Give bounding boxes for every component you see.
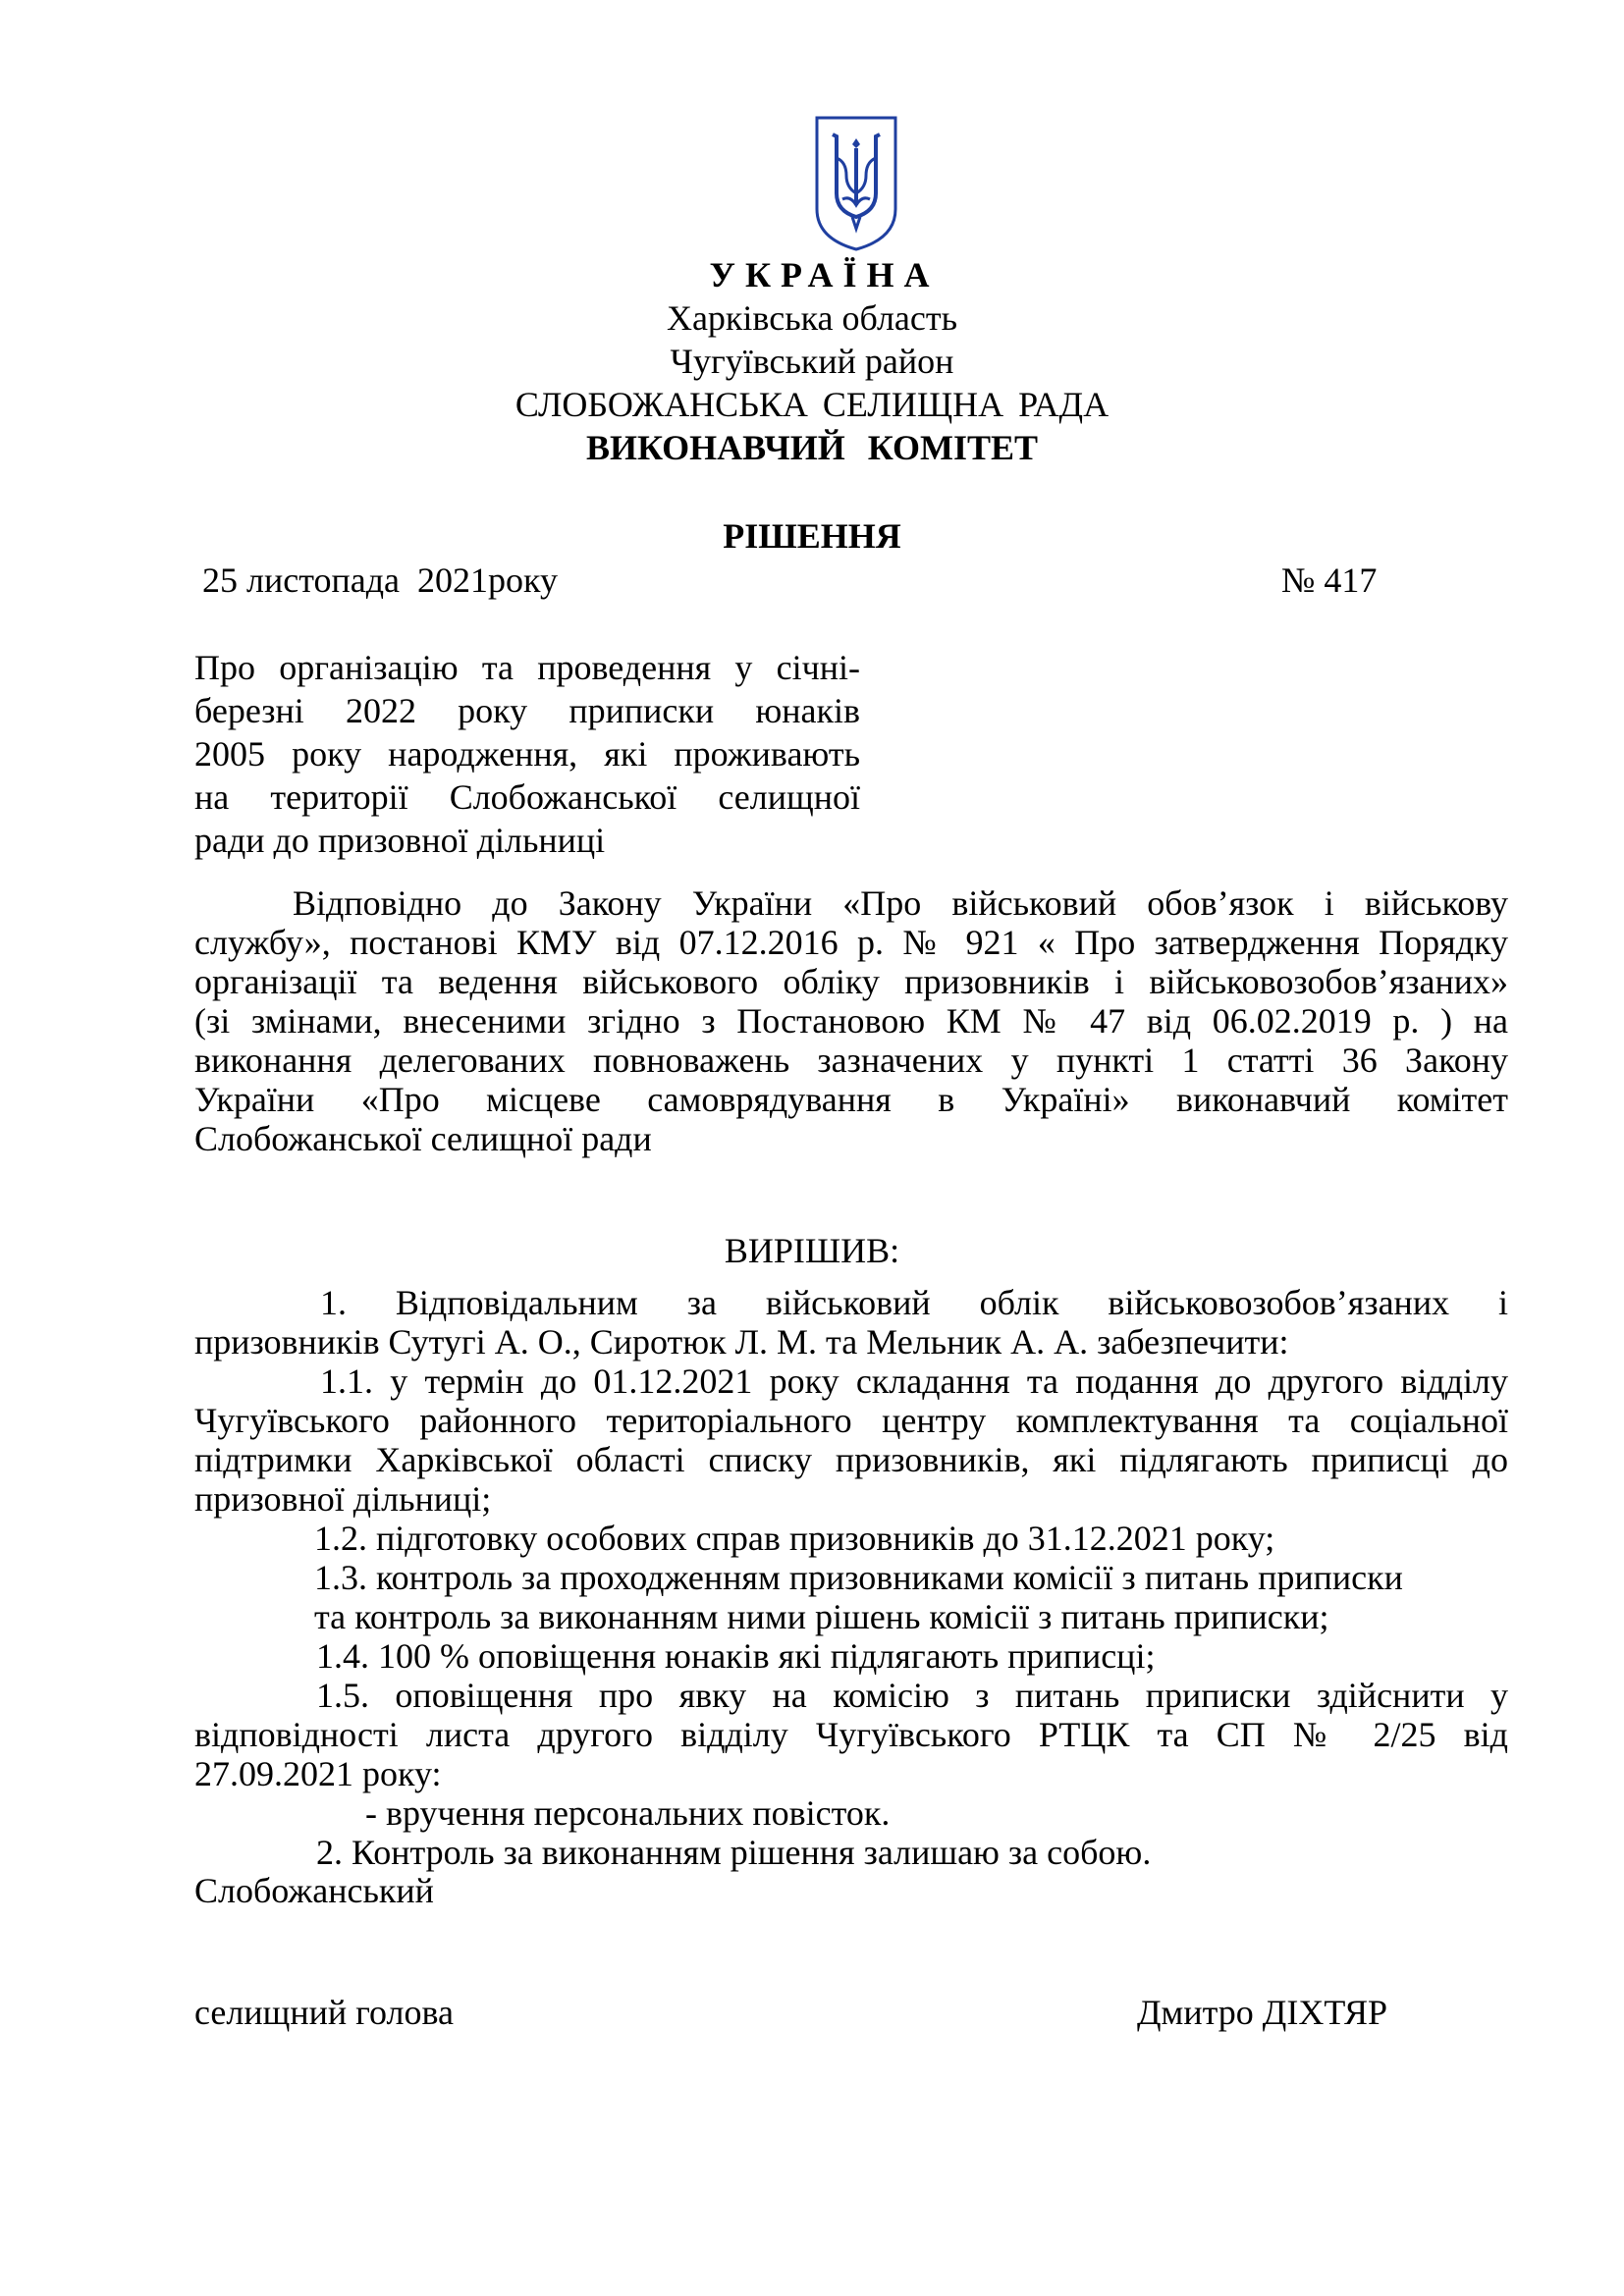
- decision-subject: [194, 646, 860, 862]
- subject-line: 2005 року народження, які проживають: [194, 734, 860, 774]
- trident-emblem-icon: [813, 115, 899, 252]
- council-line: СЛОБОЖАНСЬКА СЕЛИЩНА РАДА: [514, 385, 1110, 424]
- decision-line: 2. Контроль за виконанням рішення залишаю за собою.: [316, 1833, 1152, 1872]
- country-heading: УКРАЇНА: [709, 255, 940, 294]
- preamble-line: (зі змінами, внесеними згідно з Постановою КМ № 47 від 06.02.2019 р. ) на: [194, 1001, 1508, 1041]
- preamble-paragraph: [194, 883, 1508, 1158]
- preamble-line: службу», постанові КМУ від 07.12.2016 р. № 921 « Про затвердження Порядку: [194, 923, 1508, 962]
- decision-line: підтримки Харківської області списку призовників, які підлягають приписці до: [194, 1440, 1508, 1479]
- document-number: № 417: [1281, 561, 1378, 600]
- decision-line: - вручення персональних повісток.: [365, 1793, 891, 1833]
- decision-line: 1.1. у термін до 01.12.2021 року складання та подання до другого відділу: [320, 1362, 1508, 1401]
- oblast-line: Харківська область: [666, 298, 958, 338]
- decision-line: відповідності листа другого відділу Чугуївського РТЦК та СП № 2/25 від: [194, 1715, 1508, 1754]
- preamble-line: виконання делегованих повноважень зазначених у пункті 1 статті 36 Закону: [194, 1041, 1508, 1080]
- subject-line: Про організацію та проведення у січні-: [194, 648, 860, 687]
- decision-line: та контроль за виконанням ними рішень комісії з питань приписки;: [314, 1597, 1329, 1636]
- subject-line: березні 2022 року приписки юнаків: [194, 691, 860, 730]
- document-date: 25 листопада 2021року: [202, 561, 558, 600]
- decision-line: 27.09.2021 року:: [194, 1754, 442, 1793]
- signatory-name: Дмитро ДІХТЯР: [1137, 1993, 1387, 2032]
- signatory-title-line-1: Слобожанський: [194, 1871, 434, 1910]
- subject-line: ради до призовної дільниці: [194, 821, 606, 860]
- preamble-line: Слобожанської селищної ради: [194, 1119, 652, 1158]
- decision-line: призовників Сутугі А. О., Сиротюк Л. М. та Мельник А. А. забезпечити:: [194, 1322, 1289, 1362]
- decision-line: 1.3. контроль за проходженням призовниками комісії з питань приписки: [314, 1558, 1403, 1597]
- decision-line: 1.2. підготовку особових справ призовників до 31.12.2021 року;: [314, 1519, 1275, 1558]
- document-title: РІШЕННЯ: [723, 516, 901, 556]
- raion-line: Чугуївський район: [670, 342, 954, 381]
- preamble-line: організації та ведення військового обліку призовників і військовозобов’язаних»: [194, 962, 1508, 1001]
- subject-line: на території Слобожанської селищної: [194, 777, 860, 817]
- preamble-line: України «Про місцеве самоврядування в Україні» виконавчий комітет: [194, 1080, 1508, 1119]
- signatory-title-line-2: селищний голова: [194, 1993, 455, 2032]
- decision-line: 1. Відповідальним за військовий облік військовозобов’язаних і: [320, 1283, 1508, 1322]
- committee-line: ВИКОНАВЧИЙ КОМІТЕТ: [585, 428, 1039, 467]
- decision-body: [194, 1283, 1508, 1872]
- decision-line: 1.4. 100 % оповіщення юнаків які підлягають приписці;: [316, 1636, 1156, 1676]
- decision-line: Чугуївського районного територіального центру комплектування та соціальної: [194, 1401, 1508, 1440]
- decision-line: призовної дільниці;: [194, 1479, 492, 1519]
- decided-heading: ВИРІШИВ:: [724, 1231, 900, 1270]
- decision-line: 1.5. оповіщення про явку на комісію з питань приписки здійснити у: [316, 1676, 1508, 1715]
- preamble-line: Відповідно до Закону України «Про військовий обов’язок і військову: [293, 883, 1508, 923]
